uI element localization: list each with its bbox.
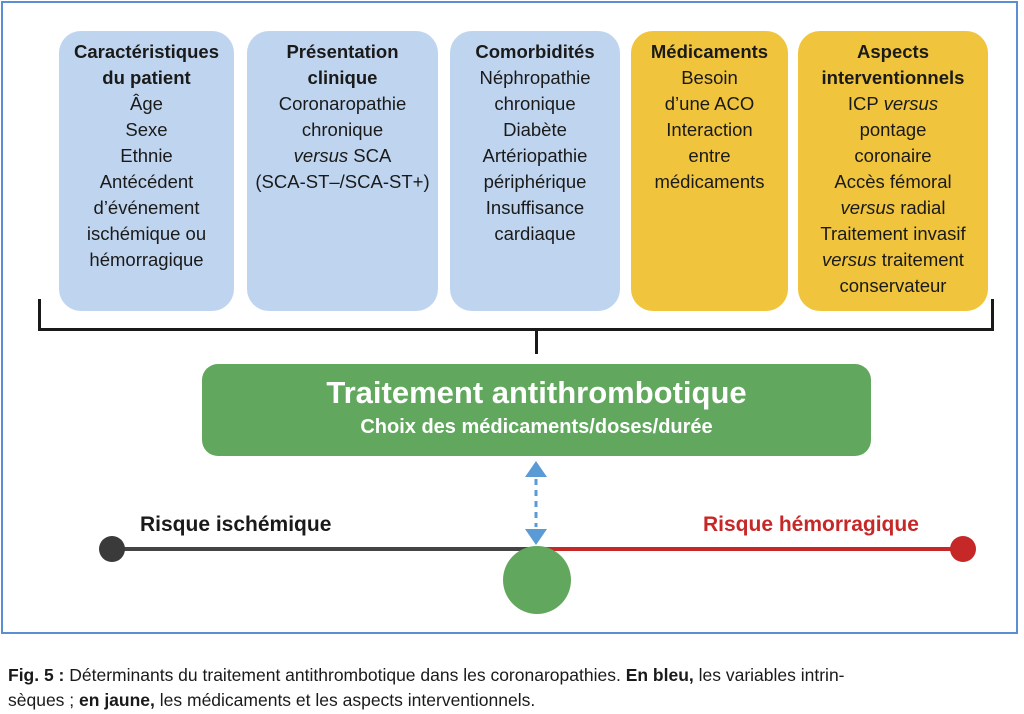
box-item: Diabète xyxy=(503,119,567,140)
caption-fig-label: Fig. 5 : xyxy=(8,665,65,685)
caption-text: sèques ; xyxy=(8,690,80,710)
box-item xyxy=(798,195,988,221)
box-item: Néphropathie xyxy=(479,67,591,88)
versus-word: versus xyxy=(822,249,877,270)
box-item: Besoin xyxy=(681,67,738,88)
box-item: entre xyxy=(688,145,731,166)
box-presentation xyxy=(247,31,438,311)
box-item: Ethnie xyxy=(120,145,173,166)
ischemic-risk-line xyxy=(111,547,538,551)
bracket-right-end xyxy=(991,299,994,331)
box-item: périphérique xyxy=(483,171,587,192)
box-item: Sexe xyxy=(125,119,168,140)
versus-rest: SCA xyxy=(353,145,392,166)
ischemic-risk-label: Risque ischémique xyxy=(140,513,332,536)
box-item: Antécédent xyxy=(99,171,194,192)
caption-yellow-label: en jaune, xyxy=(79,690,155,710)
box-patient xyxy=(59,31,234,311)
figure-caption xyxy=(8,663,1018,713)
box-item: (SCA-ST–/SCA-ST+) xyxy=(255,171,430,192)
versus-rest: radial xyxy=(900,197,946,218)
box-item: Interaction xyxy=(666,119,753,140)
caption-text: les variables intrin- xyxy=(693,665,845,685)
box-title-line: interventionnels xyxy=(821,67,965,88)
arrow-down-head xyxy=(525,529,547,545)
caption-text: les médicaments et les aspects interventionnels. xyxy=(154,690,536,710)
balance-fulcrum xyxy=(503,546,571,614)
versus-word: versus xyxy=(840,197,896,218)
box-item: d’une ACO xyxy=(664,93,755,114)
box-item: d’événement xyxy=(93,197,200,218)
box-title-line: clinique xyxy=(307,67,378,88)
hemorrhagic-endpoint-dot xyxy=(950,536,976,562)
box-title-line: Médicaments xyxy=(650,41,769,62)
treatment-box xyxy=(202,364,871,456)
box-item: Coronaropathie xyxy=(278,93,407,114)
versus-word: versus xyxy=(293,145,349,166)
box-item xyxy=(247,143,438,169)
box-title-line: du patient xyxy=(102,67,191,88)
box-item: chronique xyxy=(301,119,384,140)
box-item: coronaire xyxy=(854,145,932,166)
treatment-title: Traitement antithrombotique xyxy=(326,375,747,410)
hemorrhagic-risk-line xyxy=(538,547,963,551)
hemorrhagic-risk-label: Risque hémorragique xyxy=(703,513,919,536)
double-arrow-icon xyxy=(521,461,551,545)
box-title-line: Comorbidités xyxy=(475,41,595,62)
box-item: Artériopathie xyxy=(482,145,588,166)
treatment-subtitle: Choix des médicaments/doses/durée xyxy=(360,416,713,438)
versus-rest: traitement xyxy=(881,249,964,270)
versus-rest: ICP xyxy=(847,93,879,114)
figure-frame xyxy=(1,1,1018,634)
bracket-center-stem xyxy=(535,330,538,354)
box-item xyxy=(798,91,988,117)
box-item: Insuffisance xyxy=(485,197,585,218)
box-item: hémorragique xyxy=(89,249,204,270)
box-item: Accès fémoral xyxy=(834,171,952,192)
box-title-line: Présentation xyxy=(286,41,399,62)
versus-word: versus xyxy=(883,93,939,114)
box-medications xyxy=(631,31,788,311)
bracket-left-end xyxy=(38,299,41,331)
caption-blue-label: En bleu, xyxy=(625,665,694,685)
box-item: pontage xyxy=(859,119,927,140)
arrow-up-head xyxy=(525,461,547,477)
box-item: Âge xyxy=(130,93,163,114)
box-item xyxy=(798,247,988,273)
box-title-line: Caractéristiques xyxy=(74,41,219,62)
box-item: ischémique ou xyxy=(86,223,207,244)
box-interventional xyxy=(798,31,988,311)
box-title-line: Aspects xyxy=(857,41,929,62)
box-item: conservateur xyxy=(839,275,947,296)
box-item: chronique xyxy=(494,93,576,114)
box-comorbidities xyxy=(450,31,620,311)
box-item: Traitement invasif xyxy=(820,223,966,244)
box-item: médicaments xyxy=(654,171,765,192)
ischemic-endpoint-dot xyxy=(99,536,125,562)
box-item: cardiaque xyxy=(494,223,576,244)
bracket-horizontal xyxy=(38,328,994,331)
caption-text: Déterminants du traitement antithrombotique dans les coronaropathies. xyxy=(64,665,626,685)
